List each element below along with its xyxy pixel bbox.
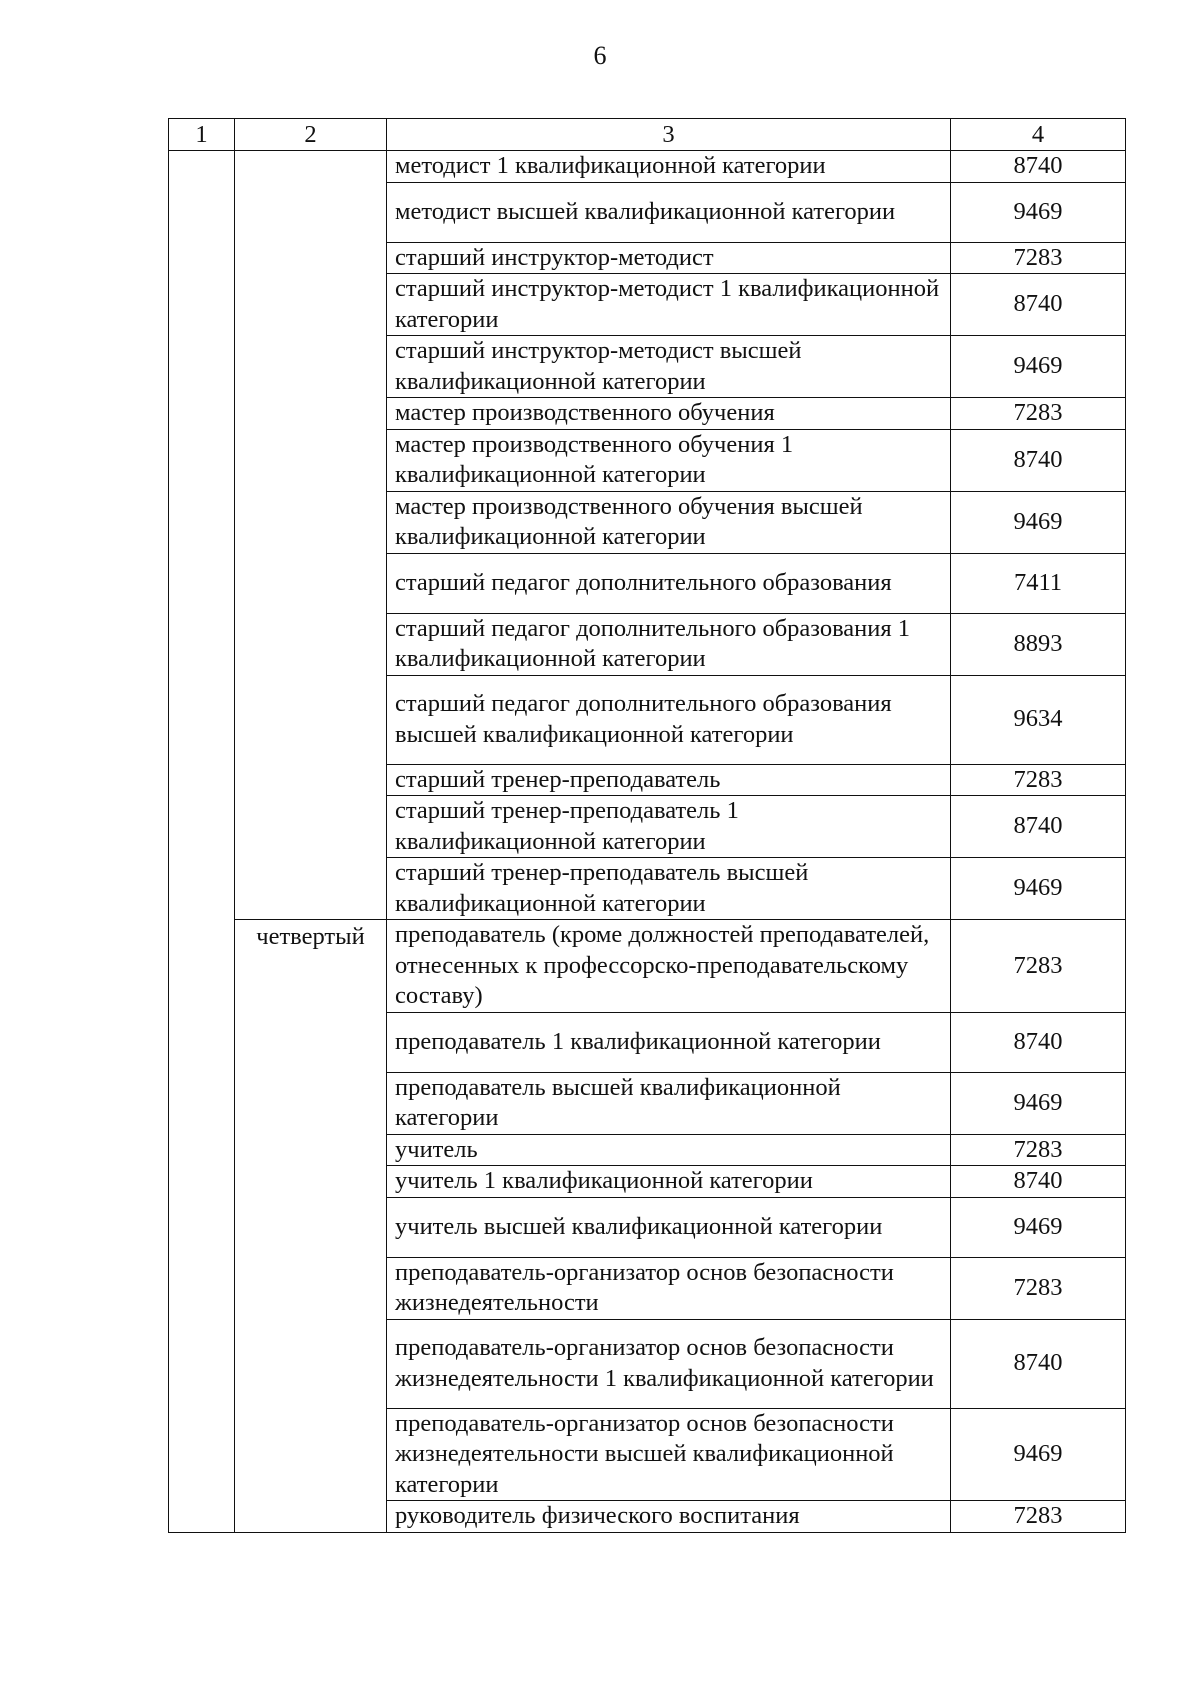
col-2-cell <box>235 151 387 920</box>
header-col-1: 1 <box>169 119 235 151</box>
header-col-3: 3 <box>387 119 951 151</box>
salary-value: 8893 <box>951 613 1126 675</box>
salary-value: 9469 <box>951 336 1126 398</box>
position-name: старший педагог дополнительного образования 1 квалификационной категории <box>387 613 951 675</box>
position-name: старший инструктор-методист 1 квалификационной категории <box>387 274 951 336</box>
position-name: методист 1 квалификационной категории <box>387 151 951 183</box>
position-name: мастер производственного обучения <box>387 398 951 430</box>
salary-value: 8740 <box>951 151 1126 183</box>
salary-value: 7283 <box>951 398 1126 430</box>
salary-value: 9634 <box>951 675 1126 764</box>
position-name: руководитель физического воспитания <box>387 1501 951 1533</box>
position-name: преподаватель (кроме должностей преподавателей, отнесенных к профессорско-преподавательскому составу) <box>387 920 951 1013</box>
salary-value: 7283 <box>951 920 1126 1013</box>
page-number: 6 <box>593 41 607 70</box>
position-name: учитель высшей квалификационной категории <box>387 1197 951 1257</box>
position-name: учитель <box>387 1134 951 1166</box>
salary-value: 9469 <box>951 1072 1126 1134</box>
salary-value: 7411 <box>951 553 1126 613</box>
salary-value: 8740 <box>951 429 1126 491</box>
salary-value: 8740 <box>951 1319 1126 1408</box>
position-name: мастер производственного обучения 1 квалификационной категории <box>387 429 951 491</box>
position-name: старший инструктор-методист высшей квалификационной категории <box>387 336 951 398</box>
position-name: старший тренер-преподаватель 1 квалификационной категории <box>387 796 951 858</box>
position-name: старший педагог дополнительного образования высшей квалификационной категории <box>387 675 951 764</box>
salary-value: 7283 <box>951 242 1126 274</box>
position-name: преподаватель-организатор основ безопасности жизнедеятельности 1 квалификационной категории <box>387 1319 951 1408</box>
salary-value: 9469 <box>951 182 1126 242</box>
position-name: преподаватель-организатор основ безопасности жизнедеятельности высшей квалификационной категории <box>387 1408 951 1501</box>
salary-value: 9469 <box>951 1408 1126 1501</box>
salary-value: 9469 <box>951 491 1126 553</box>
salary-value: 8740 <box>951 796 1126 858</box>
position-name: мастер производственного обучения высшей квалификационной категории <box>387 491 951 553</box>
position-name: преподаватель-организатор основ безопасности жизнедеятельности <box>387 1257 951 1319</box>
salary-value: 9469 <box>951 1197 1126 1257</box>
salary-value: 8740 <box>951 1166 1126 1198</box>
salary-value: 7283 <box>951 1257 1126 1319</box>
position-name: методист высшей квалификационной категории <box>387 182 951 242</box>
header-col-4: 4 <box>951 119 1126 151</box>
group-label: четвертый <box>235 920 387 1533</box>
salary-value: 9469 <box>951 858 1126 920</box>
salary-value: 7283 <box>951 1501 1126 1533</box>
position-name: старший тренер-преподаватель <box>387 764 951 796</box>
table-header-row <box>169 119 1126 151</box>
salary-value: 8740 <box>951 274 1126 336</box>
col-1-cell <box>169 151 235 1533</box>
table-body <box>169 119 1126 1533</box>
position-name: старший инструктор-методист <box>387 242 951 274</box>
salary-table <box>168 118 1126 1533</box>
table-row <box>169 151 1126 183</box>
position-name: старший тренер-преподаватель высшей квалификационной категории <box>387 858 951 920</box>
salary-value: 7283 <box>951 764 1126 796</box>
salary-value: 7283 <box>951 1134 1126 1166</box>
position-name: старший педагог дополнительного образования <box>387 553 951 613</box>
position-name: преподаватель высшей квалификационной категории <box>387 1072 951 1134</box>
header-col-2: 2 <box>235 119 387 151</box>
salary-value: 8740 <box>951 1012 1126 1072</box>
table-row <box>169 920 1126 1013</box>
position-name: преподаватель 1 квалификационной категории <box>387 1012 951 1072</box>
position-name: учитель 1 квалификационной категории <box>387 1166 951 1198</box>
